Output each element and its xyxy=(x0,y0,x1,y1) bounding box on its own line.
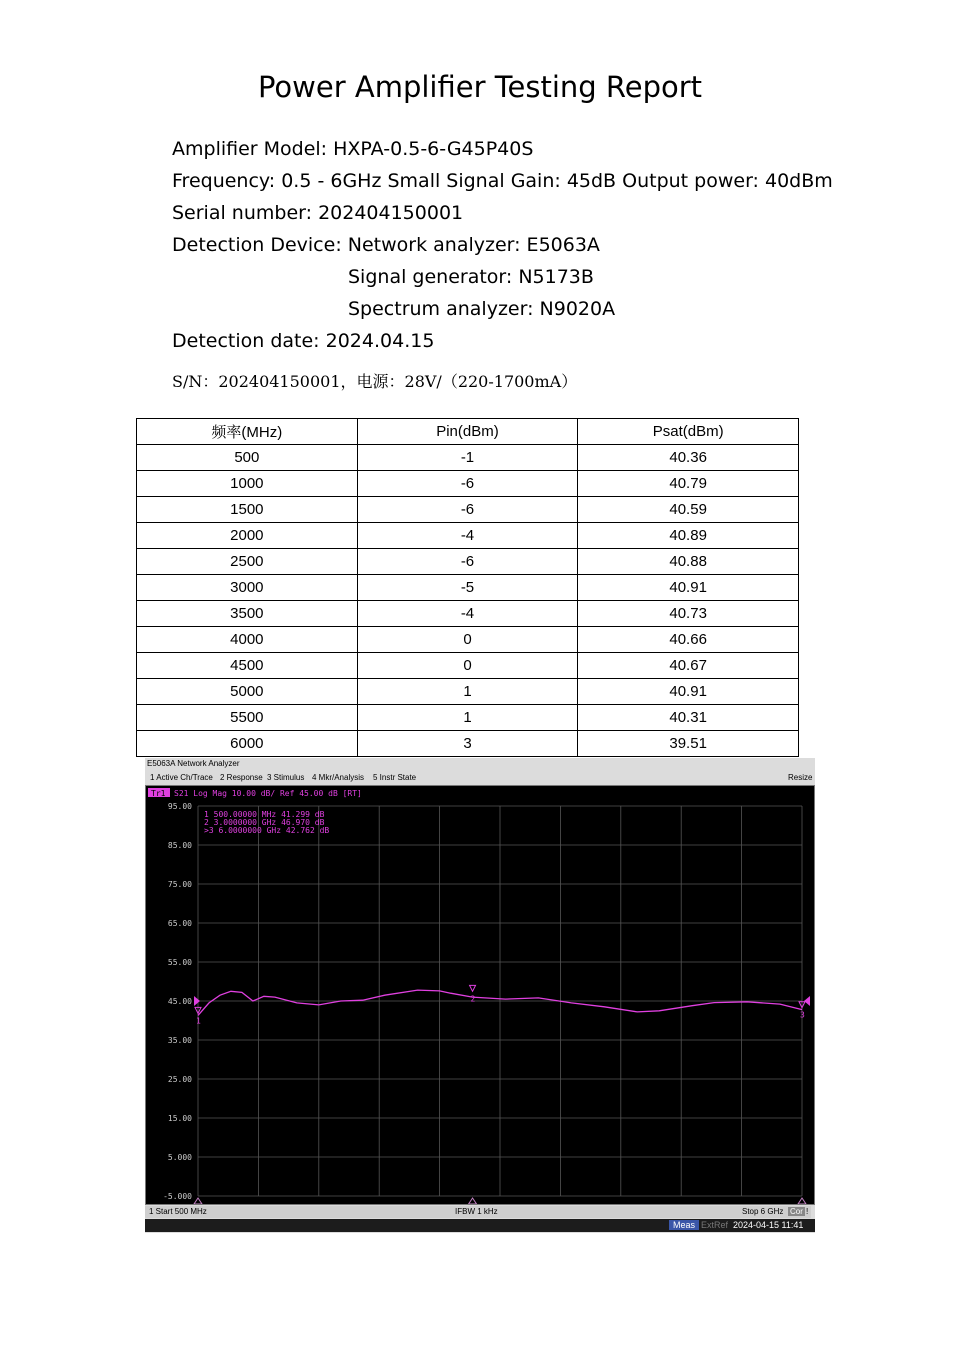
cell-frequency: 1500 xyxy=(137,497,358,523)
cell-pin: 1 xyxy=(357,679,578,705)
table-row xyxy=(137,497,799,523)
report-title: Power Amplifier Testing Report xyxy=(257,70,703,104)
network-analyzer-screenshot xyxy=(145,758,815,1233)
ref-arrow-right xyxy=(804,996,810,1006)
marker-3-label: 3 xyxy=(800,1010,805,1020)
table-header-row xyxy=(137,419,799,445)
cell-frequency: 1000 xyxy=(137,471,358,497)
cell-psat: 40.91 xyxy=(578,679,799,705)
serial-number: Serial number: 202404150001 xyxy=(172,202,464,224)
y-tick-label: 45.00 xyxy=(167,997,192,1006)
y-tick-label: 85.00 xyxy=(167,841,192,850)
y-tick-label: 15.00 xyxy=(167,1114,192,1123)
y-tick-label: 25.00 xyxy=(167,1075,192,1084)
table-row xyxy=(137,731,799,757)
analyzer-bottom-bar xyxy=(145,1219,815,1232)
cell-pin: -1 xyxy=(357,445,578,471)
detection-device-na: Detection Device: Network analyzer: E5063A xyxy=(172,234,600,256)
marker-1-label: 1 xyxy=(196,1016,201,1026)
y-tick-label: 35.00 xyxy=(167,1036,192,1045)
y-tick-label: 75.00 xyxy=(167,880,192,889)
marker-readout-2: 2 3.0000000 GHz 46.970 dB xyxy=(204,818,325,827)
y-tick-label: 5.000 xyxy=(167,1153,192,1162)
s21-trace-chart xyxy=(146,786,814,1204)
status-warning: ! xyxy=(806,1207,809,1216)
cell-psat: 39.51 xyxy=(578,731,799,757)
cell-frequency: 3000 xyxy=(137,575,358,601)
cell-frequency: 5000 xyxy=(137,679,358,705)
analyzer-window-title: E5063A Network Analyzer xyxy=(147,759,240,768)
cell-pin: 1 xyxy=(357,705,578,731)
cell-pin: 0 xyxy=(357,653,578,679)
y-tick-label: 65.00 xyxy=(167,919,192,928)
status-stop: Stop 6 GHz xyxy=(742,1207,784,1216)
marker-readout-3: >3 6.0000000 GHz 42.762 dB xyxy=(204,826,330,835)
menu-stimulus[interactable]: 3 Stimulus xyxy=(267,773,305,782)
cell-psat: 40.67 xyxy=(578,653,799,679)
menu-active-ch-trace[interactable]: 1 Active Ch/Trace xyxy=(150,773,213,782)
y-tick-label: 95.00 xyxy=(167,802,192,811)
status-cor: Cor xyxy=(790,1207,803,1216)
cell-psat: 40.89 xyxy=(578,523,799,549)
cell-frequency: 500 xyxy=(137,445,358,471)
marker-readout-1: 1 500.00000 MHz 41.299 dB xyxy=(204,810,325,819)
header-pin: Pin(dBm) xyxy=(357,419,578,445)
cell-pin: -6 xyxy=(357,497,578,523)
table-row xyxy=(137,445,799,471)
marker-1-axis-indicator xyxy=(194,1198,202,1204)
resize-button[interactable]: Resize xyxy=(788,773,813,782)
status-start: 1 Start 500 MHz xyxy=(149,1207,207,1216)
marker-2-triangle xyxy=(470,985,476,991)
table-row xyxy=(137,523,799,549)
y-tick-labels xyxy=(163,802,192,1201)
cell-frequency: 2000 xyxy=(137,523,358,549)
cell-pin: -4 xyxy=(357,523,578,549)
cell-frequency: 4500 xyxy=(137,653,358,679)
table-row xyxy=(137,627,799,653)
header-psat: Psat(dBm) xyxy=(578,419,799,445)
cell-psat: 40.31 xyxy=(578,705,799,731)
menu-mkr-analysis[interactable]: 4 Mkr/Analysis xyxy=(312,773,365,782)
cell-psat: 40.88 xyxy=(578,549,799,575)
marker-2-label: 2 xyxy=(470,994,476,1004)
cell-psat: 40.66 xyxy=(578,627,799,653)
y-tick-label: -5.000 xyxy=(163,1192,192,1201)
marker-2-axis-indicator xyxy=(469,1198,477,1204)
table-row xyxy=(137,575,799,601)
extref-indicator: ExtRef xyxy=(701,1220,729,1230)
table-row xyxy=(137,549,799,575)
cell-frequency: 5500 xyxy=(137,705,358,731)
frequency-line: Frequency: 0.5 - 6GHz Small Signal Gain: 45dB Output power: 40dBm xyxy=(172,170,833,192)
menu-instr-state[interactable]: 5 Instr State xyxy=(373,773,417,782)
table-row xyxy=(137,601,799,627)
cell-psat: 40.91 xyxy=(578,575,799,601)
sn-power-line: S/N：202404150001，电源：28V/（220-1700mA） xyxy=(172,372,578,391)
trace-label: S21 Log Mag 10.00 dB/ Ref 45.00 dB [RT] xyxy=(174,789,362,798)
header-frequency: 频率(MHz) xyxy=(137,419,358,445)
trace-id: Tr1 xyxy=(151,789,166,798)
cell-psat: 40.73 xyxy=(578,601,799,627)
table-row xyxy=(137,679,799,705)
cell-psat: 40.59 xyxy=(578,497,799,523)
results-table xyxy=(136,418,799,757)
amplifier-model: Amplifier Model: HXPA-0.5-6-G45P40S xyxy=(172,138,534,160)
ref-arrow-left xyxy=(194,996,200,1006)
y-tick-label: 55.00 xyxy=(167,958,192,967)
detection-device-sg: Signal generator: N5173B xyxy=(348,266,594,288)
cell-psat: 40.79 xyxy=(578,471,799,497)
table-row xyxy=(137,471,799,497)
analyzer-display xyxy=(145,785,815,1205)
cell-frequency: 3500 xyxy=(137,601,358,627)
table-row xyxy=(137,705,799,731)
menu-response[interactable]: 2 Response xyxy=(220,773,263,782)
cell-frequency: 4000 xyxy=(137,627,358,653)
cell-pin: -6 xyxy=(357,471,578,497)
analyzer-datetime: 2024-04-15 11:41 xyxy=(733,1220,804,1230)
cell-pin: -6 xyxy=(357,549,578,575)
detection-device-sa: Spectrum analyzer: N9020A xyxy=(348,298,616,320)
analyzer-menu-bar xyxy=(145,772,811,784)
meas-button[interactable]: Meas xyxy=(669,1220,699,1230)
cell-psat: 40.36 xyxy=(578,445,799,471)
detection-date: Detection date: 2024.04.15 xyxy=(172,330,435,352)
cell-frequency: 6000 xyxy=(137,731,358,757)
status-ifbw: IFBW 1 kHz xyxy=(455,1207,498,1216)
cell-frequency: 2500 xyxy=(137,549,358,575)
cell-pin: 3 xyxy=(357,731,578,757)
marker-3-axis-indicator xyxy=(798,1198,806,1204)
cell-pin: -4 xyxy=(357,601,578,627)
analyzer-status-bar xyxy=(145,1206,811,1218)
cell-pin: -5 xyxy=(357,575,578,601)
table-row xyxy=(137,653,799,679)
cell-pin: 0 xyxy=(357,627,578,653)
